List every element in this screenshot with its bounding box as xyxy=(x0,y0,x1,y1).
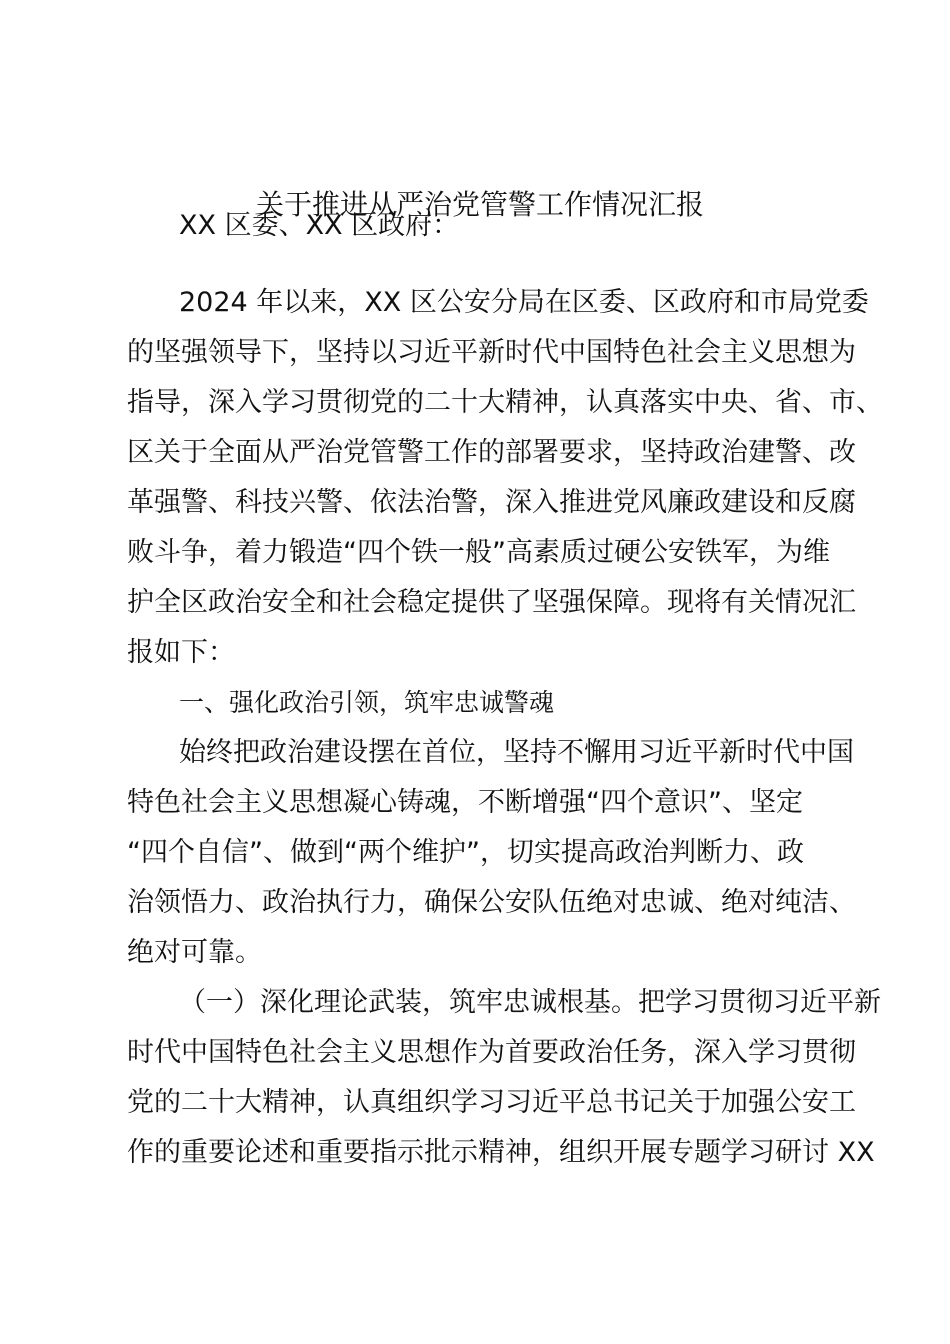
paragraph-line: 时代中国特色社会主义思想作为首要政治任务，深入学习贯彻 xyxy=(127,1037,856,1068)
paragraph-line: 指导，深入学习贯彻党的二十大精神，认真落实中央、省、市、 xyxy=(127,387,883,418)
paragraph-line: 2024 年以来，XX 区公安分局在区委、区政府和市局党委 xyxy=(179,287,869,318)
paragraph-line: 治领悟力、政治执行力，确保公安队伍绝对忠诚、绝对纯洁、 xyxy=(127,887,856,918)
paragraph-line: 败斗争，着力锻造“四个铁一般”高素质过硬公安铁军，为维 xyxy=(127,537,830,568)
paragraph-line: 报如下： xyxy=(127,637,235,668)
paragraph-line: 党的二十大精神，认真组织学习习近平总书记关于加强公安工 xyxy=(127,1087,856,1118)
paragraph-line: “四个自信”、做到“两个维护”，切实提高政治判断力、政 xyxy=(127,837,804,868)
paragraph-line: 区关于全面从严治党管警工作的部署要求，坚持政治建警、改 xyxy=(127,437,856,468)
paragraph-line: 绝对可靠。 xyxy=(127,937,262,968)
section-heading: 一、强化政治引领，筑牢忠诚警魂 xyxy=(179,688,555,717)
paragraph-line: 始终把政治建设摆在首位，坚持不懈用习近平新时代中国 xyxy=(179,737,854,768)
paragraph-line: 特色社会主义思想凝心铸魂，不断增强“四个意识”、坚定 xyxy=(127,787,803,818)
paragraph-line: 的坚强领导下，坚持以习近平新时代中国特色社会主义思想为 xyxy=(127,337,856,368)
paragraph-line: 作的重要论述和重要指示批示精神，组织开展专题学习研讨 XX xyxy=(127,1137,875,1168)
paragraph-line: （一）深化理论武装，筑牢忠诚根基。把学习贯彻习近平新 xyxy=(179,987,881,1018)
paragraph-line: 革强警、科技兴警、依法治警，深入推进党风廉政建设和反腐 xyxy=(127,487,856,518)
salutation: XX 区委、XX 区政府： xyxy=(179,210,460,241)
document-title: 关于推进从严治党管警工作情况汇报 xyxy=(255,188,704,221)
paragraph-line: 护全区政治安全和社会稳定提供了坚强保障。现将有关情况汇 xyxy=(127,587,856,618)
